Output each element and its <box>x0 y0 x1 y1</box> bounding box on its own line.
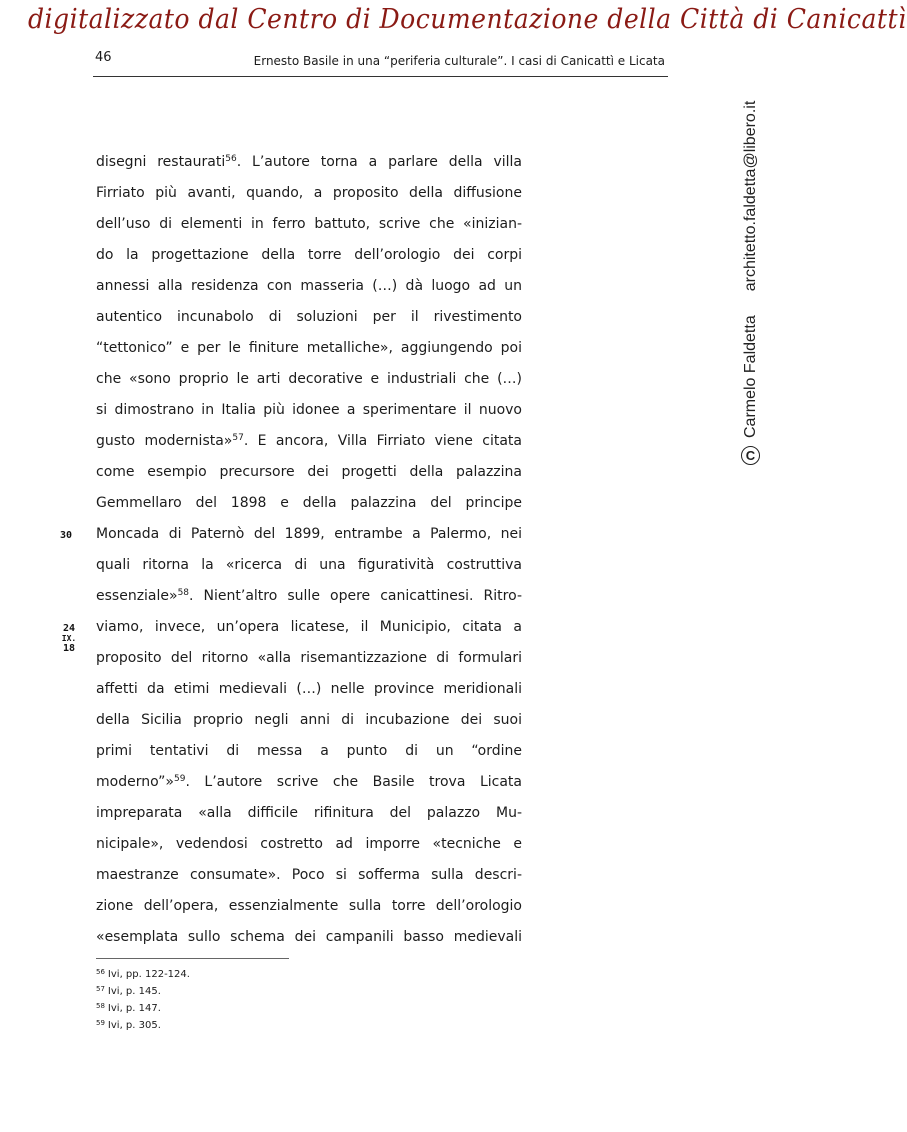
body-line-text: maestranze consumate». Poco si sofferma sulla descri- <box>96 867 522 883</box>
body-line-text: «esemplata sullo schema dei campanili basso medievali <box>96 929 522 945</box>
body-line-text: . L’autore torna a parlare della villa <box>236 154 522 170</box>
body-line-text: proposito del ritorno «alla risemantizzazione di formulari <box>96 650 522 666</box>
footnote <box>96 966 190 983</box>
body-line <box>96 336 522 367</box>
running-title: Ernesto Basile in una “periferia culturale”. I casi di Canicattì e Licata <box>253 54 665 68</box>
body-line-text: Gemmellaro del 1898 e della palazzina del principe <box>96 495 522 511</box>
body-line <box>96 832 522 863</box>
body-line-text: dell’uso di elementi in ferro battuto, scrive che «inizian- <box>96 216 522 232</box>
body-line-text: viamo, invece, un’opera licatese, il Municipio, citata a <box>96 619 522 635</box>
body-line <box>96 553 522 584</box>
body-line-text: “tettonico” e per le finiture metalliche», aggiungendo poi <box>96 340 522 356</box>
footnote-text: Ivi, p. 305. <box>107 1020 161 1031</box>
body-line <box>96 367 522 398</box>
footnote-separator <box>96 958 289 959</box>
body-line <box>96 708 522 739</box>
footnote-text: Ivi, pp. 122-124. <box>107 969 190 980</box>
footnote-text: Ivi, p. 145. <box>107 986 161 997</box>
body-line <box>96 615 522 646</box>
body-line <box>96 522 522 553</box>
margin-date <box>60 624 78 654</box>
body-line <box>96 181 522 212</box>
body-line-text: do la progettazione della torre dell’orologio dei corpi <box>96 247 522 263</box>
credit-email: architetto.faldetta@libero.it <box>741 100 759 292</box>
body-line-text: . E ancora, Villa Firriato viene citata <box>243 433 522 449</box>
margin-date-day: 24 <box>62 623 76 634</box>
body-line <box>96 801 522 832</box>
body-line <box>96 646 522 677</box>
body-line-text: essenziale» <box>96 588 178 604</box>
body-line-text: si dimostrano in Italia più idonee a sperimentare il nuovo <box>96 402 522 418</box>
body-line <box>96 243 522 274</box>
body-line <box>96 460 522 491</box>
body-line <box>96 584 522 615</box>
body-line-text: annessi alla residenza con masseria (…) dà luogo ad un <box>96 278 522 294</box>
body-line <box>96 150 522 181</box>
footnote <box>96 1017 190 1034</box>
body-line <box>96 491 522 522</box>
body-line-text: quali ritorna la «ricerca di una figuratività costruttiva <box>96 557 522 573</box>
footnote <box>96 983 190 1000</box>
body-line-text: autentico incunabolo di soluzioni per il rivestimento <box>96 309 522 325</box>
body-line <box>96 894 522 925</box>
body-line-text: disegni restaurati <box>96 154 226 170</box>
body-line-text: gusto modernista» <box>96 433 233 449</box>
page-header <box>93 48 668 77</box>
body-line <box>96 677 522 708</box>
footnote-number: 56 <box>96 968 105 976</box>
footnote-ref: 56 <box>225 154 237 164</box>
footnote-number: 59 <box>96 1019 105 1027</box>
credit-author: Carmelo Faldetta <box>741 315 759 438</box>
footnote-number: 58 <box>96 1002 105 1010</box>
page-number: 46 <box>95 50 112 65</box>
body-line-text: Moncada di Paternò del 1899, entrambe a Palermo, nei <box>96 526 522 542</box>
footnote-ref: 58 <box>177 588 190 598</box>
copyright-icon: C <box>741 446 760 465</box>
body-line <box>96 770 522 801</box>
body-line-text: nicipale», vedendosi costretto ad imporre «tecniche e <box>96 836 522 852</box>
body-line-text: affetti da etimi medievali (…) nelle province meridionali <box>96 681 522 697</box>
margin-date-month: IX. <box>61 634 77 643</box>
body-line-text: impreparata «alla difficile rifinitura del palazzo Mu- <box>96 805 522 821</box>
body-line <box>96 274 522 305</box>
body-line-text: Firriato più avanti, quando, a proposito della diffusione <box>96 185 522 201</box>
body-line-text: moderno”» <box>96 774 174 790</box>
footnote-ref: 57 <box>232 433 244 443</box>
body-line <box>96 212 522 243</box>
body-line <box>96 739 522 770</box>
body-line <box>96 863 522 894</box>
margin-date-year: 18 <box>62 643 76 654</box>
body-line <box>96 398 522 429</box>
footnotes <box>96 966 190 1034</box>
body-line-text: primi tentativi di messa a punto di un “ordine <box>96 743 522 759</box>
body-text <box>96 150 522 956</box>
body-line-text: zione dell’opera, essenzialmente sulla torre dell’orologio <box>96 898 522 914</box>
body-line-text: . Nient’altro sulle opere canicattinesi. Ritro- <box>189 588 522 604</box>
footnote <box>96 1000 190 1017</box>
footnote-ref: 59 <box>173 774 186 784</box>
margin-line-number: 30 <box>60 530 73 541</box>
body-line-text: che «sono proprio le arti decorative e industriali che (…) <box>96 371 522 387</box>
footnote-number: 57 <box>96 985 105 993</box>
body-line-text: della Sicilia proprio negli anni di incubazione dei suoi <box>96 712 522 728</box>
body-line-text: come esempio precursore dei progetti della palazzina <box>96 464 522 480</box>
digitization-watermark: digitalizzato dal Centro di Documentazione della Città di Canicattì <box>28 4 907 35</box>
footnote-text: Ivi, p. 147. <box>107 1003 161 1014</box>
body-line-text: . L’autore scrive che Basile trova Licata <box>185 774 522 790</box>
body-line <box>96 925 522 956</box>
body-line <box>96 429 522 460</box>
body-line <box>96 305 522 336</box>
